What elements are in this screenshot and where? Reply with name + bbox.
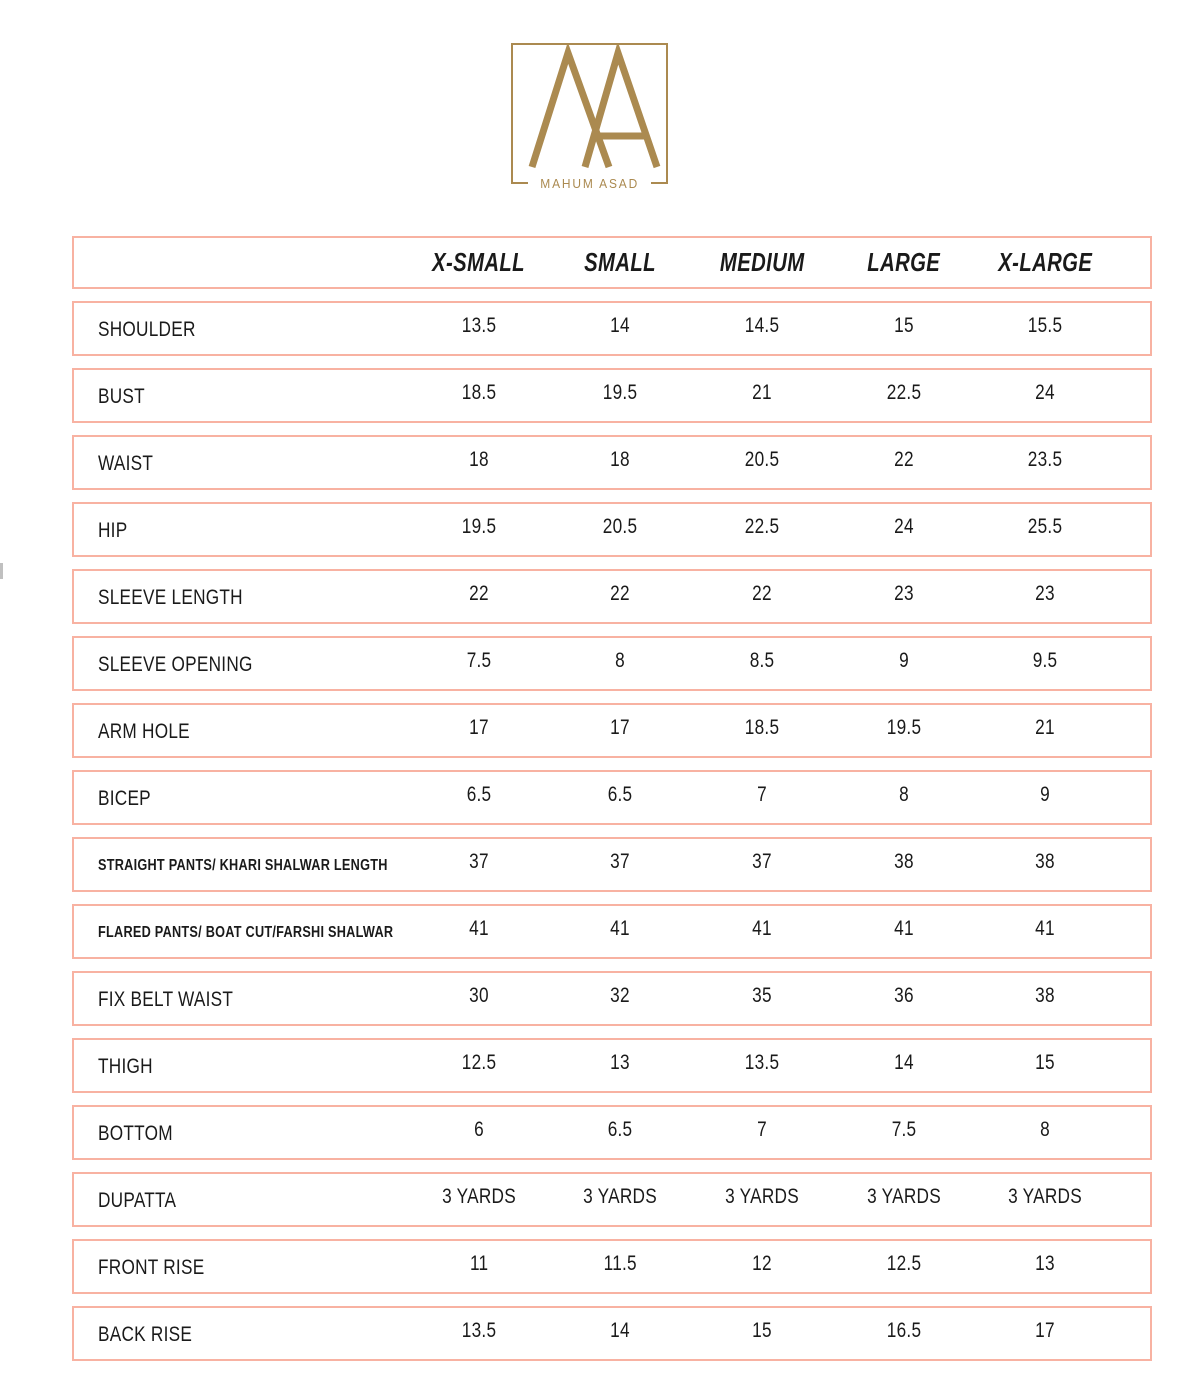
value-cell-large	[833, 1184, 975, 1212]
size-value: 35	[752, 983, 772, 1007]
value-cell-small	[550, 1318, 692, 1346]
size-value: 13.5	[744, 1050, 780, 1074]
size-value: 7	[757, 782, 767, 806]
value-cell-small	[550, 1251, 692, 1279]
measurement-label: SLEEVE LENGTH	[98, 585, 243, 609]
size-value: 18.5	[744, 715, 780, 739]
size-value: 41	[893, 916, 914, 940]
size-value: 41	[468, 916, 489, 940]
value-cell-x-small	[408, 1184, 550, 1212]
row-label-cell	[98, 317, 408, 341]
row-label-cell	[98, 585, 408, 609]
value-cell-large	[833, 1251, 975, 1279]
header-cell-x-large	[974, 247, 1116, 278]
value-cell-medium	[691, 1117, 833, 1145]
size-value: 12.5	[461, 1050, 497, 1074]
baseline-rule-right	[651, 182, 668, 184]
size-value: 13.5	[461, 1318, 497, 1342]
size-value: 19.5	[603, 380, 638, 404]
brand-monogram-icon	[513, 45, 666, 171]
size-value: 22.5	[886, 380, 921, 404]
size-value: 15	[893, 313, 914, 337]
size-chart-row	[72, 435, 1152, 490]
measurement-label: BICEP	[98, 786, 151, 810]
value-cell-medium	[691, 1184, 833, 1212]
size-value: 22	[610, 581, 631, 605]
measurement-label: BUST	[98, 384, 145, 408]
size-value: 20.5	[744, 447, 780, 471]
value-cell-medium	[691, 1318, 833, 1346]
size-chart-rows	[72, 301, 1152, 1361]
value-cell-x-large	[974, 849, 1116, 877]
row-label-cell	[98, 987, 408, 1011]
size-value: 14	[893, 1050, 914, 1074]
size-value: 36	[893, 983, 914, 1007]
value-cell-small	[550, 916, 692, 944]
row-label-cell	[98, 652, 408, 676]
value-cell-small	[550, 983, 692, 1011]
value-cell-small	[550, 715, 692, 743]
row-label-cell	[98, 518, 408, 542]
size-value: 9	[898, 648, 909, 672]
size-value: 7	[757, 1117, 767, 1141]
value-cell-small	[550, 1184, 692, 1212]
value-cell-medium	[691, 1251, 833, 1279]
size-chart-row	[72, 837, 1152, 892]
row-label-cell	[98, 1322, 408, 1346]
size-value: 8.5	[749, 648, 775, 672]
measurement-label: THIGH	[98, 1054, 153, 1078]
measurement-label: WAIST	[98, 451, 154, 475]
measurement-label: BACK RISE	[98, 1322, 193, 1346]
value-cell-x-small	[408, 447, 550, 475]
size-value: 12	[752, 1251, 772, 1275]
scan-artifact-mark	[0, 563, 3, 579]
value-cell-large	[833, 782, 975, 810]
header-cell-x-small	[408, 247, 550, 278]
size-value: 9.5	[1032, 648, 1058, 672]
column-header: X-SMALL	[432, 247, 526, 277]
value-cell-x-small	[408, 1117, 550, 1145]
size-value: 14	[610, 313, 631, 337]
size-value: 41	[752, 916, 772, 940]
size-chart-row	[72, 703, 1152, 758]
measurement-label: FLARED PANTS/ BOAT CUT/FARSHI SHALWAR	[98, 923, 394, 941]
row-label-cell	[98, 1054, 408, 1078]
value-cell-large	[833, 983, 975, 1011]
row-label-cell	[98, 719, 408, 743]
size-chart-row	[72, 1239, 1152, 1294]
size-chart-row	[72, 1105, 1152, 1160]
value-cell-large	[833, 648, 975, 676]
size-value: 3 YARDS	[866, 1184, 941, 1208]
column-header: LARGE	[867, 247, 941, 277]
size-value: 18	[468, 447, 489, 471]
value-cell-medium	[691, 715, 833, 743]
size-value: 13	[610, 1050, 631, 1074]
value-cell-x-small	[408, 782, 550, 810]
value-cell-medium	[691, 514, 833, 542]
size-value: 3 YARDS	[1008, 1184, 1083, 1208]
value-cell-x-large	[974, 447, 1116, 475]
column-header: SMALL	[584, 247, 657, 277]
measurement-label: HIP	[98, 518, 128, 542]
size-value: 19.5	[461, 514, 497, 538]
value-cell-x-small	[408, 715, 550, 743]
size-chart-table	[72, 236, 1152, 1373]
value-cell-x-large	[974, 514, 1116, 542]
value-cell-x-small	[408, 1251, 550, 1279]
size-value: 22	[752, 581, 772, 605]
value-cell-x-small	[408, 983, 550, 1011]
measurement-label: FIX BELT WAIST	[98, 987, 234, 1011]
size-value: 7.5	[466, 648, 492, 672]
size-value: 17	[610, 715, 631, 739]
header-cell-medium	[691, 247, 833, 278]
monogram-a-stroke	[585, 53, 657, 167]
monogram-m-stroke	[532, 53, 609, 167]
size-chart-row	[72, 1038, 1152, 1093]
value-cell-small	[550, 447, 692, 475]
size-value: 18	[610, 447, 631, 471]
size-value: 38	[1035, 849, 1056, 873]
size-value: 22.5	[744, 514, 780, 538]
size-chart-row	[72, 1306, 1152, 1361]
value-cell-medium	[691, 648, 833, 676]
value-cell-large	[833, 849, 975, 877]
value-cell-medium	[691, 313, 833, 341]
measurement-label: SHOULDER	[98, 317, 196, 341]
value-cell-large	[833, 715, 975, 743]
value-cell-large	[833, 1117, 975, 1145]
value-cell-medium	[691, 983, 833, 1011]
row-label-cell	[98, 384, 408, 408]
size-value: 24	[893, 514, 914, 538]
value-cell-medium	[691, 380, 833, 408]
size-value: 14.5	[744, 313, 780, 337]
value-cell-x-small	[408, 648, 550, 676]
value-cell-small	[550, 1050, 692, 1078]
value-cell-large	[833, 313, 975, 341]
size-value: 6.5	[608, 782, 633, 806]
value-cell-small	[550, 581, 692, 609]
size-chart-row	[72, 971, 1152, 1026]
size-value: 9	[1040, 782, 1051, 806]
size-chart-header-row	[72, 236, 1152, 289]
size-value: 8	[898, 782, 909, 806]
size-chart-row	[72, 1172, 1152, 1227]
size-value: 21	[752, 380, 772, 404]
value-cell-x-small	[408, 380, 550, 408]
size-value: 20.5	[603, 514, 638, 538]
size-value: 18.5	[461, 380, 497, 404]
size-value: 7.5	[891, 1117, 916, 1141]
size-value: 8	[1040, 1117, 1051, 1141]
size-value: 22	[468, 581, 489, 605]
size-value: 37	[468, 849, 489, 873]
size-chart-row	[72, 368, 1152, 423]
size-value: 32	[610, 983, 631, 1007]
size-value: 38	[1035, 983, 1056, 1007]
header-cell-large	[833, 247, 975, 278]
column-header: X-LARGE	[998, 247, 1093, 277]
row-label-cell	[98, 786, 408, 810]
value-cell-x-large	[974, 983, 1116, 1011]
value-cell-x-large	[974, 380, 1116, 408]
value-cell-x-large	[974, 782, 1116, 810]
size-chart-row	[72, 569, 1152, 624]
value-cell-x-small	[408, 581, 550, 609]
value-cell-large	[833, 1050, 975, 1078]
size-value: 30	[468, 983, 489, 1007]
value-cell-x-large	[974, 648, 1116, 676]
value-cell-x-large	[974, 1117, 1116, 1145]
value-cell-x-small	[408, 1050, 550, 1078]
size-chart-row	[72, 636, 1152, 691]
size-value: 11	[469, 1251, 488, 1275]
value-cell-x-large	[974, 1184, 1116, 1212]
size-value: 16.5	[886, 1318, 921, 1342]
row-label-cell	[98, 856, 408, 874]
size-value: 21	[1035, 715, 1056, 739]
header-cell-small	[550, 247, 692, 278]
size-value: 41	[610, 916, 631, 940]
measurement-label: SLEEVE OPENING	[98, 652, 253, 676]
size-chart-row	[72, 502, 1152, 557]
size-value: 38	[893, 849, 914, 873]
value-cell-small	[550, 514, 692, 542]
value-cell-large	[833, 514, 975, 542]
size-value: 23	[1035, 581, 1056, 605]
value-cell-medium	[691, 447, 833, 475]
value-cell-x-large	[974, 1318, 1116, 1346]
size-value: 24	[1035, 380, 1056, 404]
size-value: 6.5	[608, 1117, 633, 1141]
value-cell-small	[550, 782, 692, 810]
size-value: 11.5	[603, 1251, 637, 1275]
value-cell-small	[550, 849, 692, 877]
size-value: 6.5	[466, 782, 492, 806]
size-value: 17	[468, 715, 489, 739]
size-chart-row	[72, 770, 1152, 825]
value-cell-large	[833, 1318, 975, 1346]
value-cell-medium	[691, 782, 833, 810]
size-value: 23	[893, 581, 914, 605]
value-cell-x-large	[974, 1050, 1116, 1078]
size-value: 37	[752, 849, 772, 873]
size-value: 17	[1035, 1318, 1056, 1342]
value-cell-x-small	[408, 849, 550, 877]
size-value: 15	[1035, 1050, 1056, 1074]
value-cell-medium	[691, 581, 833, 609]
value-cell-medium	[691, 849, 833, 877]
value-cell-x-large	[974, 313, 1116, 341]
size-value: 3 YARDS	[441, 1184, 516, 1208]
value-cell-medium	[691, 1050, 833, 1078]
size-value: 8	[615, 648, 626, 672]
value-cell-small	[550, 313, 692, 341]
value-cell-x-large	[974, 715, 1116, 743]
column-header: MEDIUM	[719, 247, 805, 277]
size-value: 3 YARDS	[583, 1184, 658, 1208]
value-cell-large	[833, 380, 975, 408]
value-cell-small	[550, 648, 692, 676]
size-value: 25.5	[1027, 514, 1063, 538]
row-label-cell	[98, 451, 408, 475]
measurement-label: ARM HOLE	[98, 719, 190, 743]
size-value: 41	[1035, 916, 1056, 940]
value-cell-x-large	[974, 1251, 1116, 1279]
size-value: 19.5	[886, 715, 921, 739]
value-cell-large	[833, 581, 975, 609]
size-chart-row	[72, 301, 1152, 356]
value-cell-small	[550, 380, 692, 408]
size-value: 13	[1035, 1251, 1056, 1275]
size-value: 22	[893, 447, 914, 471]
value-cell-x-small	[408, 1318, 550, 1346]
row-label-cell	[98, 1255, 408, 1279]
size-value: 15	[752, 1318, 772, 1342]
size-value: 12.5	[886, 1251, 921, 1275]
value-cell-large	[833, 447, 975, 475]
row-label-cell	[98, 1121, 408, 1145]
size-chart-row	[72, 904, 1152, 959]
size-value: 13.5	[461, 313, 497, 337]
value-cell-large	[833, 916, 975, 944]
value-cell-x-small	[408, 313, 550, 341]
brand-logo	[511, 43, 668, 191]
brand-name: MAHUM ASAD	[540, 175, 639, 191]
size-value: 6	[473, 1117, 484, 1141]
baseline-rule-left	[511, 182, 528, 184]
row-label-cell	[98, 1188, 408, 1212]
size-value: 37	[610, 849, 631, 873]
size-value: 14	[610, 1318, 631, 1342]
value-cell-x-large	[974, 581, 1116, 609]
measurement-label: STRAIGHT PANTS/ KHARI SHALWAR LENGTH	[98, 856, 388, 874]
size-value: 3 YARDS	[725, 1184, 799, 1208]
value-cell-small	[550, 1117, 692, 1145]
value-cell-x-small	[408, 916, 550, 944]
measurement-label: DUPATTA	[98, 1188, 177, 1212]
size-value: 23.5	[1027, 447, 1063, 471]
value-cell-medium	[691, 916, 833, 944]
measurement-label: FRONT RISE	[98, 1255, 205, 1279]
size-value: 15.5	[1027, 313, 1063, 337]
row-label-cell	[98, 923, 408, 941]
brand-name-row	[511, 174, 668, 192]
value-cell-x-large	[974, 916, 1116, 944]
value-cell-x-small	[408, 514, 550, 542]
measurement-label: BOTTOM	[98, 1121, 173, 1145]
